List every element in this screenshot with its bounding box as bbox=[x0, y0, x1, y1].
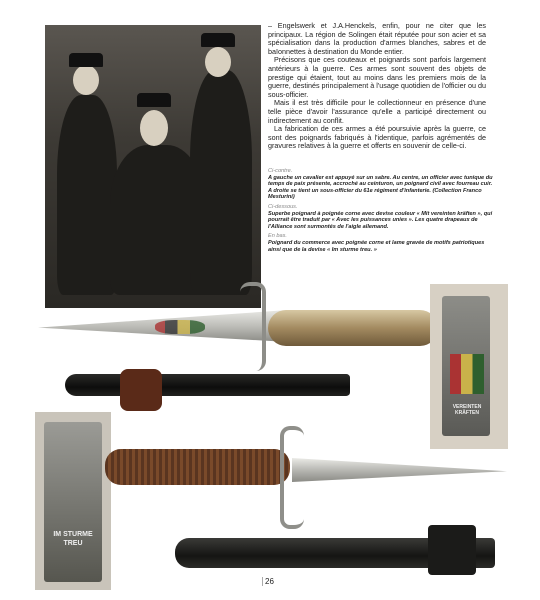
officer-center-face bbox=[140, 110, 168, 146]
paragraph-4: La fabrication de ces armes a été poursuivie après la guerre, ce sont des poignards fabriqués à l'identique, parfois agrémentés de gravures relatives à la guerre et offerts en souvenir de celle-ci. bbox=[268, 124, 486, 151]
caption-2-body: Superbe poignard à poignée corne avec devise couleur « Mit vereinten kräften », qui pourrait être traduit par « Avec les puissances unies ». Les quatre drapeaux de l'Alliance sont surmontés de l'aigle allemand. bbox=[268, 210, 493, 230]
page-number: 26 bbox=[262, 577, 274, 586]
blade-detail-vereinten bbox=[430, 284, 508, 449]
im-sturme-treu-label: IM STURME TREU bbox=[53, 531, 93, 547]
caption-2-lead: Ci-dessous. bbox=[268, 203, 298, 210]
soldier-left-cap bbox=[69, 53, 103, 67]
dagger-1-flag-etching bbox=[155, 320, 205, 334]
soldier-right bbox=[190, 70, 252, 295]
soldier-right-cap bbox=[201, 33, 235, 47]
officer-center-cap bbox=[137, 93, 171, 107]
body-text bbox=[268, 22, 486, 151]
alliance-flags bbox=[450, 354, 484, 394]
caption-3-body: Poignard du commerce avec poignée corne et lame gravée de motifs patriotiques ainsi que de la devise « Im sturme treu. » bbox=[268, 239, 485, 253]
paragraph-1: – Engelswerk et J.A.Henckels, enfin, pour ne citer que les principaux. La région de Solingen était réputée pour son acier et sa spécialisation dans la production d'armes blanches, sabres et de baïonnettes à destination du Monde entier. bbox=[268, 21, 486, 56]
dagger-2-horn-handle bbox=[105, 449, 290, 485]
blade-detail-im-sturme bbox=[35, 412, 111, 590]
dagger-2-blade bbox=[292, 458, 507, 482]
paragraph-2: Précisons que ces couteaux et poignards sont parfois largement antérieurs à la guerre. Ces armes sont souvent des objets de prestige qui étaient, tout au moins dans les premiers mois de la guerre, destinés principalement à l'usage quotidien de l'officier ou du sous-officier. bbox=[268, 55, 486, 99]
caption-1-body: A gauche un cavalier est appuyé sur un sabre. Au centre, un officier avec tunique du temps de paix présente, accroché au ceinturon, un poignard civil avec fourreau cuir. A droite se tient un sous-officier du 61e régiment d'infanterie. (Collection Franco Mesturini) bbox=[268, 174, 493, 201]
sheath-2-belt-loop bbox=[428, 525, 476, 575]
caption-3-lead: En bas. bbox=[268, 233, 287, 240]
soldier-right-face bbox=[205, 47, 231, 77]
dagger-1-sheath bbox=[65, 374, 350, 396]
historical-photo bbox=[45, 25, 261, 308]
dagger-1-horn-handle bbox=[268, 310, 438, 346]
caption-1-lead: Ci-contre. bbox=[268, 168, 293, 174]
paragraph-3: Mais il est très difficile pour le collectionneur en présence d'une telle pièce d'avoir l'assurance qu'elle a participé directement ou indirectement au conflit. bbox=[268, 98, 486, 125]
soldier-left bbox=[57, 95, 117, 295]
etched-plate bbox=[44, 422, 102, 582]
captions bbox=[268, 165, 493, 253]
vereinten-kraeften-label: VEREINTEN KRÄFTEN bbox=[452, 404, 482, 416]
soldier-left-face bbox=[73, 65, 99, 95]
dagger-1-guard bbox=[240, 282, 266, 371]
sheath-1-leather-strap bbox=[120, 369, 162, 411]
